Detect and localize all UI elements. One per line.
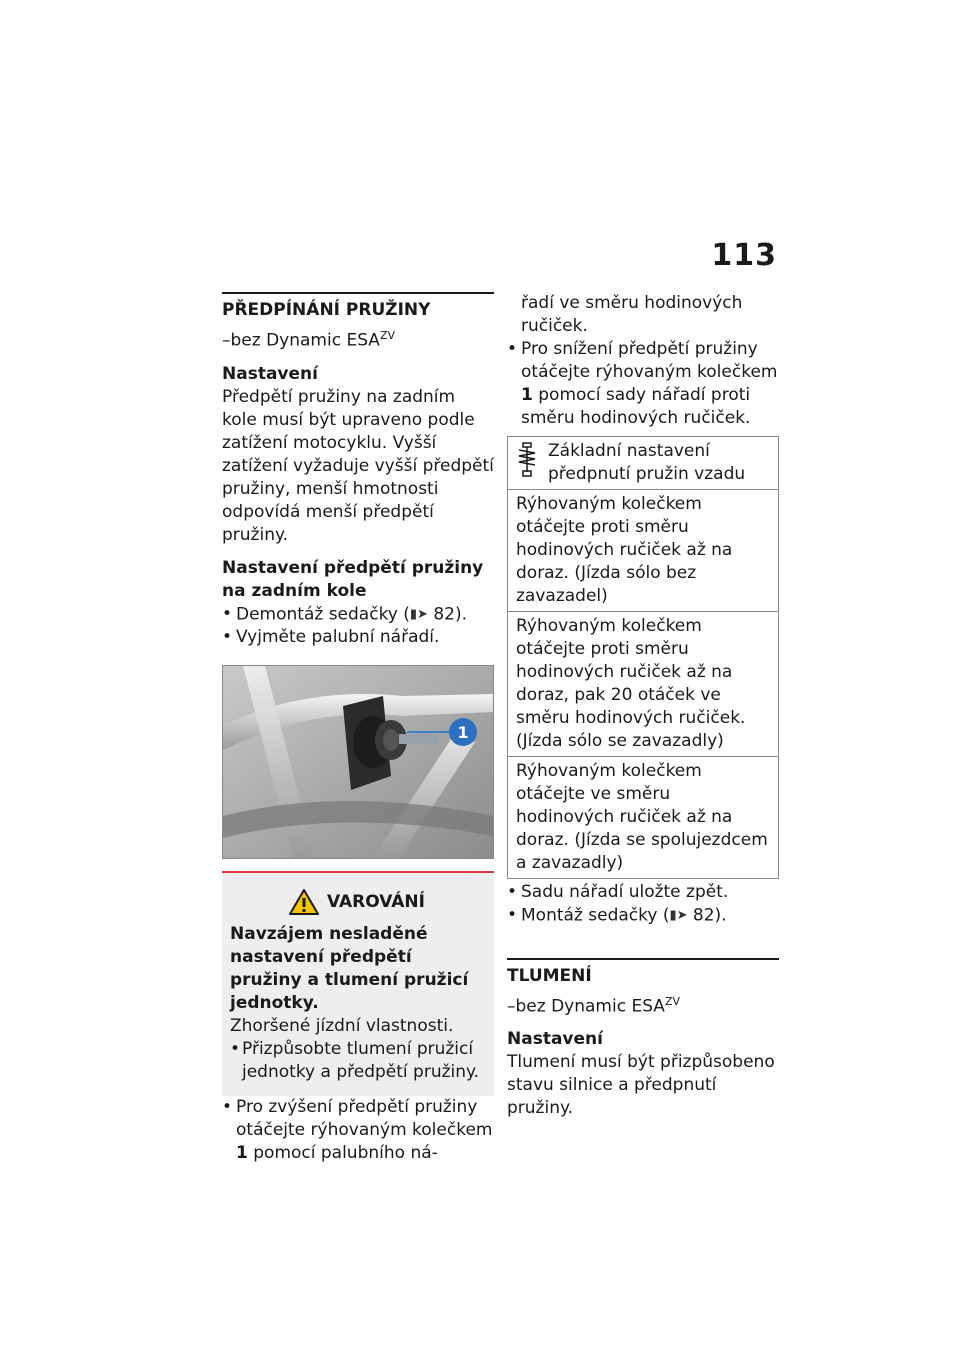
spring-preload-figure (222, 665, 494, 859)
warning-list (230, 1038, 484, 1084)
right-column (507, 292, 779, 1120)
warning-hazard: Navzájem nesladěné nastavení předpětí pružiny a tlumení pružicí jednotky. (230, 924, 469, 1014)
section-title-spring-preload: PŘEDPÍNÁNÍ PRUŽINY (222, 292, 494, 320)
increase-continuation: řadí ve směru hodinových ručiček. (521, 293, 743, 336)
warning-consequence: Zhoršené jízdní vlastnosti. (230, 1016, 454, 1037)
warning-title-text: VAROVÁNÍ (327, 892, 425, 913)
damping-setting-text: Tlumení musí být přizpůsobeno stavu silnice a předpnutí pružiny. (507, 1052, 775, 1119)
table-header-cell (508, 437, 779, 490)
variant-sup: ZV (664, 994, 680, 1008)
table-header-row (508, 437, 779, 490)
knob-number: 1 (236, 1143, 248, 1164)
table-cell: Rýhovaným kolečkem otáčejte ve směru hodinových ručiček až na doraz. (Jízda se spolujezdcem a zavazadly) (508, 757, 779, 879)
table-row (508, 612, 779, 757)
settings-table (507, 436, 779, 879)
list-item (507, 904, 779, 928)
increase-list (222, 1096, 494, 1165)
variant-note (222, 324, 494, 353)
variant-sup: ZV (379, 329, 395, 342)
list-item (222, 603, 494, 627)
page-number: 113 (711, 238, 777, 273)
warning-box (222, 871, 494, 1096)
procedure-list (222, 603, 494, 650)
finish-list (507, 881, 779, 928)
list-item: • Vyjměte palubní nářadí. (222, 626, 494, 649)
increase-text-post: pomocí palubního ná- (247, 1143, 438, 1164)
page-ref-link[interactable]: 82). (433, 604, 468, 625)
table-header-text: Základní nastavení předpnutí pružin vzadu (548, 441, 746, 484)
section-title-damping: TLUMENÍ (507, 958, 779, 986)
warning-title (230, 889, 484, 915)
knob-number: 1 (521, 385, 533, 405)
variant-text: –bez Dynamic ESA (222, 330, 380, 351)
table-row (508, 490, 779, 612)
variant-text: –bez Dynamic ESA (507, 996, 665, 1017)
spring-strut-icon (516, 442, 538, 478)
variant-note (507, 990, 779, 1019)
list-item (507, 338, 779, 430)
increase-text-pre: Pro zvýšení předpětí pružiny otáčejte rýhovaným kolečkem (236, 1097, 493, 1141)
table-cell: Rýhovaným kolečkem otáčejte proti směru hodinových ručiček až na doraz. (Jízda sólo bez zavazadel) (508, 490, 779, 612)
decrease-text-pre: Pro snížení předpětí pružiny otáčejte rýhovaným kolečkem (521, 339, 778, 382)
figure-illustration (223, 666, 493, 858)
page-ref-arrow-icon[interactable]: ▮➤ (409, 606, 428, 622)
warning-triangle-icon (289, 889, 319, 915)
warning-bullet: • Přizpůsobte tlumení pružicí jednotky a předpětí pružiny. (230, 1038, 484, 1084)
list-item (222, 1096, 494, 1165)
figure-callout-1: 1 (457, 723, 469, 743)
table-cell: Rýhovaným kolečkem otáčejte proti směru hodinových ručiček až na doraz, pak 20 otáček ve směru hodinových ručiček. (Jízda sólo se zavazadly) (508, 612, 779, 757)
table-row (508, 757, 779, 879)
page-ref-arrow-icon[interactable]: ▮➤ (669, 908, 688, 923)
decrease-list (507, 338, 779, 430)
page-ref-link[interactable]: 82). (692, 905, 727, 926)
decrease-text-post: pomocí sady nářadí proti směru hodinových ručiček. (521, 385, 751, 428)
setting-heading: Nastavení (507, 1029, 603, 1050)
procedure-heading: Nastavení předpětí pružiny na zadním kole (222, 557, 484, 601)
setting-heading: Nastavení (222, 363, 318, 384)
setting-text: Předpětí pružiny na zadním kole musí být upraveno podle zatížení motocyklu. Vyšší zatížení vyžaduje vyšší předpětí pružiny, menší hmotnosti odpovídá menší předpětí pružiny. (222, 386, 494, 545)
left-column (222, 292, 494, 1165)
bullet-seat-install: Montáž sedačky ( (521, 905, 670, 926)
list-item: • Sadu nářadí uložte zpět. (507, 881, 779, 904)
bullet-seat-removal: Demontáž sedačky ( (236, 604, 410, 625)
